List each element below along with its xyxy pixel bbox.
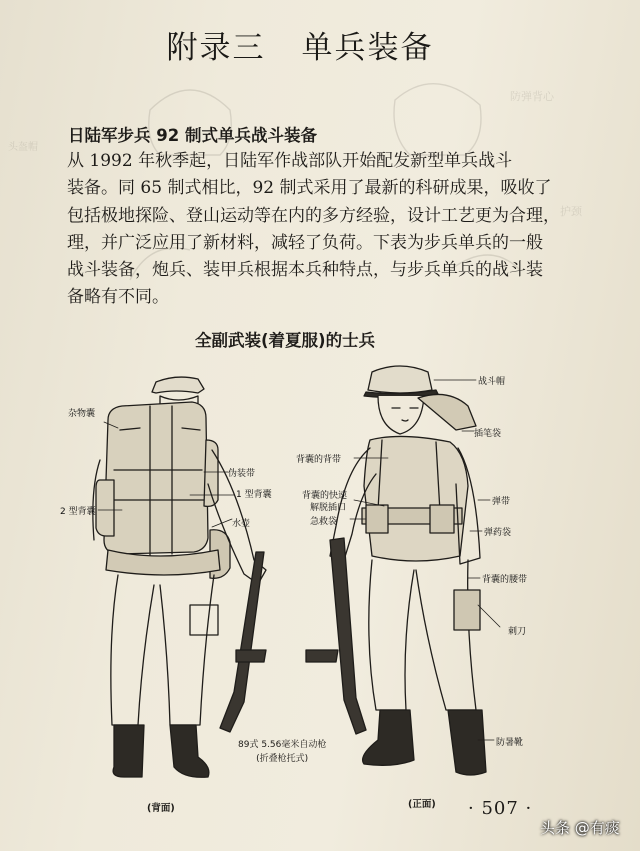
label-combat-cap: 战斗帽 xyxy=(478,377,506,387)
label-shovel-bag: 插笔袋 xyxy=(474,429,502,439)
rifle-stock-type: (折叠枪托式) xyxy=(256,754,309,764)
svg-text:护颈: 护颈 xyxy=(560,205,582,218)
soldier-back-view xyxy=(93,377,266,777)
view-front-label: (正面) xyxy=(408,799,436,810)
page-number: · 507 · xyxy=(468,798,533,819)
label-sundries-bag: 杂物囊 xyxy=(68,409,96,419)
label-camouflage-belt: 伪装带 xyxy=(228,469,256,479)
appendix-name: 单兵装备 xyxy=(301,30,434,66)
section-heading: 日陆军步兵 92 制式单兵战斗装备 xyxy=(68,126,317,145)
svg-text:防弹背心: 防弹背心 xyxy=(510,90,554,103)
watermark-text: 头条 @有痰 xyxy=(540,819,620,837)
label-ammo-belt: 弹带 xyxy=(492,497,511,507)
label-type1-pack: 1 型背囊 xyxy=(236,490,272,500)
label-pack-waist-belt: 背囊的腰带 xyxy=(482,575,528,585)
appendix-number: 附录三 xyxy=(166,30,266,66)
label-first-aid: 急救袋 xyxy=(310,517,338,527)
label-bayonet: 刺刀 xyxy=(508,627,527,637)
soldier-front-view xyxy=(306,366,486,775)
label-pack-strap: 背囊的背带 xyxy=(296,455,342,465)
view-back-label: (背面) xyxy=(147,803,175,814)
rifle-caption xyxy=(238,738,326,766)
body-line: 备略有不同。 xyxy=(67,287,169,308)
rifle-model: 89式 5.56毫米自动枪 xyxy=(238,740,327,750)
body-line: 战斗装备，炮兵、装甲兵根据本兵种特点，与步兵单兵的战斗装 xyxy=(67,260,543,281)
body-line: 装备。同 65 制式相比，92 制式采用了最新的科研成果，吸收了 xyxy=(67,178,552,199)
body-line: 理，并广泛应用了新材料，减轻了负荷。下表为步兵单兵的一般 xyxy=(67,232,543,253)
label-canteen: 水壶 xyxy=(232,519,251,529)
label-ammo-pouch: 弹药袋 xyxy=(484,528,512,538)
label-boots: 防暑靴 xyxy=(496,738,524,748)
label-type2-pack: 2 型背囊 xyxy=(60,507,96,517)
body-line: 从 1992 年秋季起，日陆军作战部队开始配发新型单兵战斗 xyxy=(67,151,513,171)
figure-caption: 全副武装(着夏服)的士兵 xyxy=(195,331,376,350)
svg-text:头盔帽: 头盔帽 xyxy=(8,142,38,153)
label-quick-release-2: 解脱插口 xyxy=(310,503,347,513)
body-line: 包括极地探险、登山运动等在内的多方经验，设计工艺更为合理， xyxy=(67,205,560,226)
label-quick-release-1: 背囊的快速 xyxy=(302,491,348,501)
